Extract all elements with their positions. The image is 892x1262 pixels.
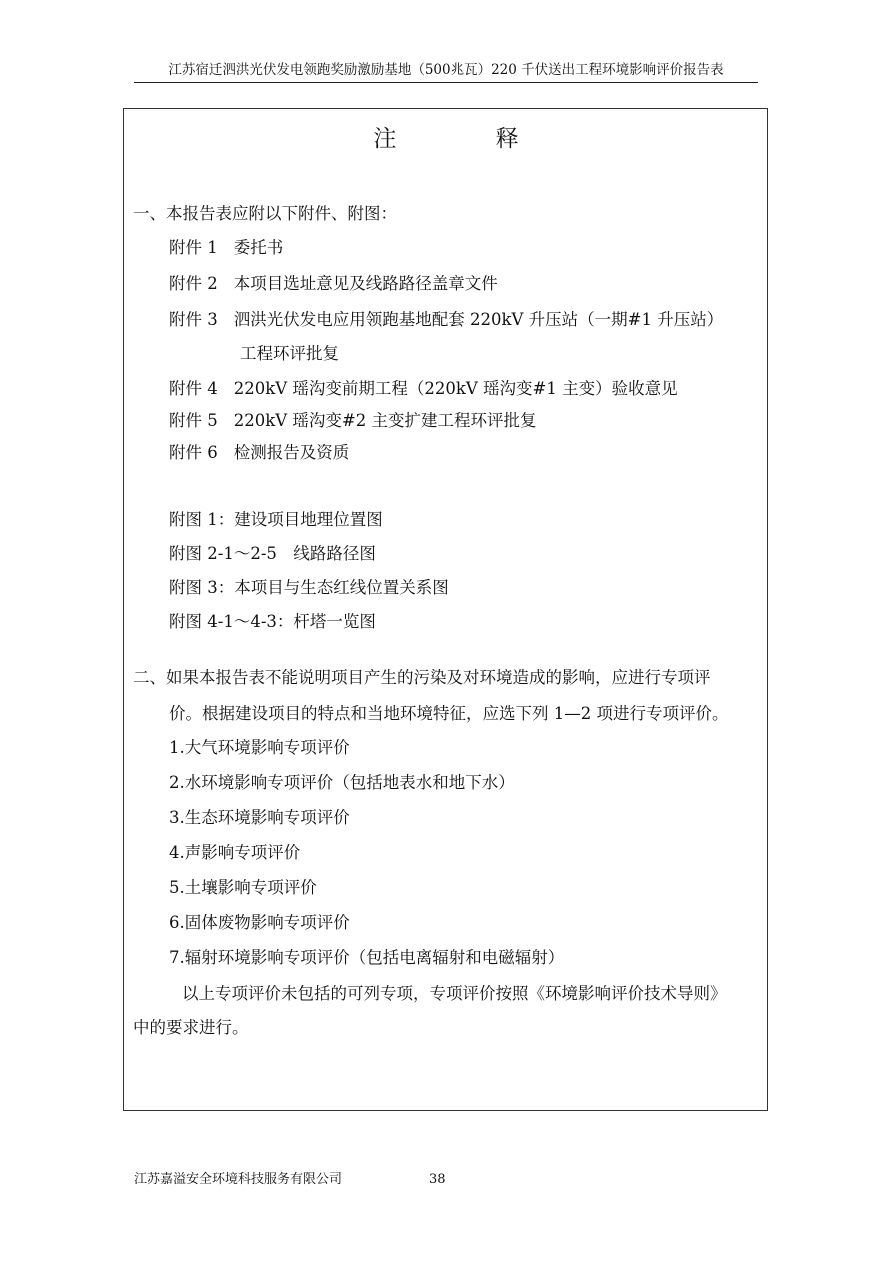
attachment-text: 检测报告及资质 <box>233 443 350 462</box>
attachment-3 <box>169 308 723 332</box>
special-item: 4.声影响专项评价 <box>169 843 301 862</box>
special-item: 5.土壤影响专项评价 <box>169 878 317 897</box>
closing-line-2: 中的要求进行。 <box>133 1018 249 1037</box>
attachment-text: 220kV 瑶沟变前期工程（220kV 瑶沟变#1 主变）验收意见 <box>233 379 678 398</box>
attachment-3-continued: 工程环评批复 <box>240 344 339 363</box>
attachment-label: 附件 6 <box>169 443 218 462</box>
attachment-label: 附件 4 <box>169 379 218 398</box>
attachment-text: 泗洪光伏发电应用领跑基地配套 220kV 升压站（一期#1 升压站） <box>233 310 724 329</box>
special-item: 3.生态环境影响专项评价 <box>169 808 350 827</box>
attachment-label: 附件 5 <box>169 411 218 430</box>
attachment-text: 本项目选址意见及线路路径盖章文件 <box>233 274 498 293</box>
figure-item: 附图 1：建设项目地理位置图 <box>169 510 383 529</box>
attachment-5 <box>169 409 536 433</box>
attachment-text: 220kV 瑶沟变#2 主变扩建工程环评批复 <box>233 411 537 430</box>
figure-item: 附图 4-1～4-3：杆塔一览图 <box>169 612 376 631</box>
attachment-label: 附件 3 <box>169 310 218 329</box>
section2-line-2: 价。根据建设项目的特点和当地环境特征，应选下列 1—2 项进行专项评价。 <box>169 704 729 723</box>
closing-line-1: 以上专项评价未包括的可列专项，专项评价按照《环境影响评价技术导则》 <box>182 984 727 1003</box>
notes-title: 注 释 <box>373 126 565 152</box>
section1-heading: 一、本报告表应附以下附件、附图： <box>133 204 397 223</box>
special-item: 7.辐射环境影响专项评价（包括电离辐射和电磁辐射） <box>169 948 565 967</box>
attachment-label: 附件 1 <box>169 238 218 257</box>
attachment-4 <box>169 377 678 401</box>
special-item: 1.大气环境影响专项评价 <box>169 738 350 757</box>
footer-company: 江苏嘉溢安全环境科技服务有限公司 <box>134 1172 343 1187</box>
attachment-label: 附件 2 <box>169 274 218 293</box>
special-item: 6.固体废物影响专项评价 <box>169 913 350 932</box>
section2-line-1: 二、如果本报告表不能说明项目产生的污染及对环境造成的影响，应进行专项评 <box>133 668 711 687</box>
figure-item: 附图 3：本项目与生态红线位置关系图 <box>169 578 449 597</box>
special-item: 2.水环境影响专项评价（包括地表水和地下水） <box>169 773 515 792</box>
page-number: 38 <box>429 1172 446 1187</box>
figure-item: 附图 2-1～2-5 线路路径图 <box>169 544 376 563</box>
attachment-1 <box>169 236 283 260</box>
document-header: 江苏宿迁泗洪光伏发电领跑奖励激励基地（500兆瓦）220 千伏送出工程环境影响评价报告表 <box>134 60 758 83</box>
attachment-text: 委托书 <box>233 238 284 257</box>
attachment-2 <box>169 272 498 296</box>
attachment-6 <box>169 441 349 465</box>
